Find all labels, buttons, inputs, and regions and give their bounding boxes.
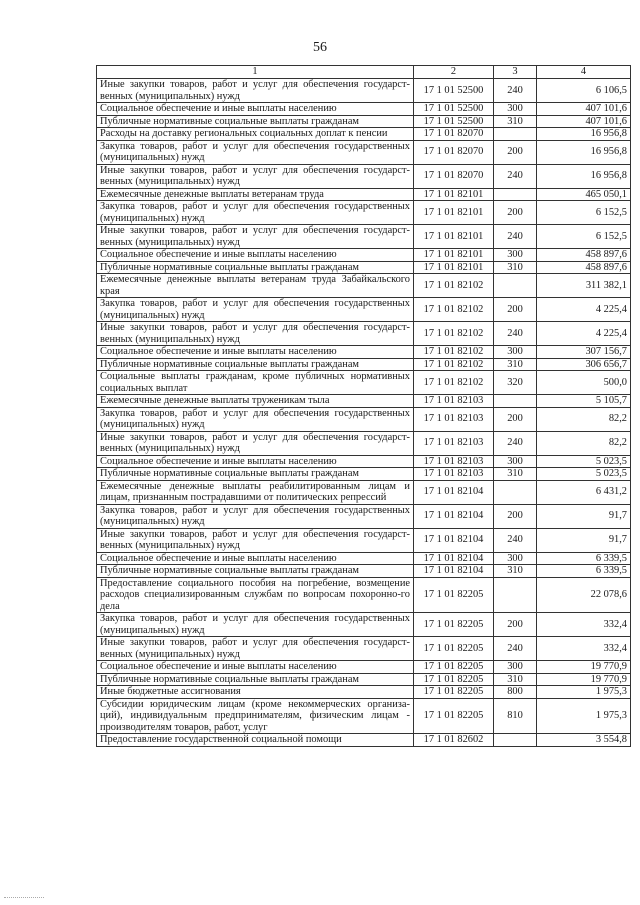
row-code: 17 1 01 82103	[414, 468, 494, 481]
row-name: Закупка товаров, работ и услуг для обеспечения государственных (муниципальных) нужд	[97, 298, 414, 322]
row-name: Ежемесячные денежные выплаты реабилитированным лицам и лицам, признанным пострадавшими от политических репрессий	[97, 480, 414, 504]
row-type: 300	[494, 455, 537, 468]
row-code: 17 1 01 82205	[414, 577, 494, 613]
row-name: Социальное обеспечение и иные выплаты населению	[97, 346, 414, 359]
row-type	[494, 395, 537, 408]
table-row	[97, 164, 631, 188]
row-name: Предоставление государственной социальной помощи	[97, 734, 414, 747]
row-name: Иные бюджетные ассигнования	[97, 686, 414, 699]
table-row	[97, 79, 631, 103]
page-number: 56	[313, 40, 327, 55]
row-code: 17 1 01 82104	[414, 480, 494, 504]
row-type: 200	[494, 613, 537, 637]
row-code: 17 1 01 82104	[414, 565, 494, 578]
row-code: 17 1 01 82101	[414, 201, 494, 225]
table-row	[97, 298, 631, 322]
row-name: Субсидии юридическим лицам (кроме некоммерческих организа-ций), индивидуальным предпринимателям, физическим лицам - производителям товаров, работ, услуг	[97, 698, 414, 734]
row-name: Иные закупки товаров, работ и услуг для обеспечения государст-венных (муниципальных) нужд	[97, 528, 414, 552]
row-name: Иные закупки товаров, работ и услуг для обеспечения государст-венных (муниципальных) нужд	[97, 225, 414, 249]
row-code: 17 1 01 82205	[414, 698, 494, 734]
row-name: Социальное обеспечение и иные выплаты населению	[97, 661, 414, 674]
table-row	[97, 480, 631, 504]
row-sum: 5 023,5	[537, 468, 631, 481]
row-code: 17 1 01 82070	[414, 140, 494, 164]
header-col-1: 1	[97, 66, 414, 79]
row-sum: 22 078,6	[537, 577, 631, 613]
row-name: Ежемесячные денежные выплаты ветеранам труда Забайкальского края	[97, 274, 414, 298]
row-name: Социальное обеспечение и иные выплаты населению	[97, 249, 414, 262]
row-name: Иные закупки товаров, работ и услуг для обеспечения государст-венных (муниципальных) нужд	[97, 79, 414, 103]
row-name: Закупка товаров, работ и услуг для обеспечения государственных (муниципальных) нужд	[97, 407, 414, 431]
row-type: 200	[494, 504, 537, 528]
row-sum: 5 105,7	[537, 395, 631, 408]
page-edge-mark	[4, 897, 44, 898]
row-name: Публичные нормативные социальные выплаты гражданам	[97, 468, 414, 481]
row-type	[494, 274, 537, 298]
row-sum: 311 382,1	[537, 274, 631, 298]
table-row	[97, 322, 631, 346]
table-row	[97, 613, 631, 637]
row-name: Закупка товаров, работ и услуг для обеспечения государственных (муниципальных) нужд	[97, 201, 414, 225]
row-code: 17 1 01 82101	[414, 188, 494, 201]
table-row	[97, 128, 631, 141]
row-code: 17 1 01 82205	[414, 613, 494, 637]
table-row	[97, 358, 631, 371]
table-row	[97, 468, 631, 481]
row-type: 310	[494, 673, 537, 686]
row-code: 17 1 01 82103	[414, 455, 494, 468]
row-code: 17 1 01 82602	[414, 734, 494, 747]
row-type	[494, 128, 537, 141]
table-row	[97, 528, 631, 552]
row-name: Социальное обеспечение и иные выплаты населению	[97, 103, 414, 116]
row-code: 17 1 01 82102	[414, 371, 494, 395]
row-type: 240	[494, 637, 537, 661]
row-name: Закупка товаров, работ и услуг для обеспечения государственных (муниципальных) нужд	[97, 140, 414, 164]
row-sum: 19 770,9	[537, 661, 631, 674]
table-row	[97, 637, 631, 661]
row-name: Расходы на доставку региональных социальных доплат к пенсии	[97, 128, 414, 141]
row-code: 17 1 01 82070	[414, 128, 494, 141]
row-code: 17 1 01 82104	[414, 528, 494, 552]
row-code: 17 1 01 82205	[414, 661, 494, 674]
row-type: 300	[494, 103, 537, 116]
row-name: Иные закупки товаров, работ и услуг для обеспечения государст-венных (муниципальных) нужд	[97, 164, 414, 188]
row-code: 17 1 01 52500	[414, 115, 494, 128]
table-row	[97, 371, 631, 395]
row-code: 17 1 01 82101	[414, 225, 494, 249]
row-sum: 4 225,4	[537, 322, 631, 346]
row-type: 310	[494, 358, 537, 371]
row-sum: 6 106,5	[537, 79, 631, 103]
row-name: Закупка товаров, работ и услуг для обеспечения государственных (муниципальных) нужд	[97, 613, 414, 637]
row-sum: 6 431,2	[537, 480, 631, 504]
row-name: Социальное обеспечение и иные выплаты населению	[97, 552, 414, 565]
row-sum: 91,7	[537, 528, 631, 552]
row-code: 17 1 01 52500	[414, 103, 494, 116]
row-name: Публичные нормативные социальные выплаты гражданам	[97, 565, 414, 578]
table-row	[97, 552, 631, 565]
row-sum: 1 975,3	[537, 686, 631, 699]
table-row	[97, 455, 631, 468]
row-name: Иные закупки товаров, работ и услуг для обеспечения государст-венных (муниципальных) нужд	[97, 431, 414, 455]
table-row	[97, 431, 631, 455]
row-type: 310	[494, 468, 537, 481]
row-name: Публичные нормативные социальные выплаты гражданам	[97, 673, 414, 686]
header-col-4: 4	[537, 66, 631, 79]
table-row	[97, 577, 631, 613]
row-type: 240	[494, 431, 537, 455]
table-header-row	[97, 66, 631, 79]
row-name: Иные закупки товаров, работ и услуг для обеспечения государст-венных (муниципальных) нужд	[97, 637, 414, 661]
table-row	[97, 673, 631, 686]
row-type	[494, 734, 537, 747]
row-sum: 19 770,9	[537, 673, 631, 686]
row-type: 300	[494, 552, 537, 565]
row-sum: 465 050,1	[537, 188, 631, 201]
row-sum: 3 554,8	[537, 734, 631, 747]
row-code: 17 1 01 82205	[414, 673, 494, 686]
table-row	[97, 346, 631, 359]
table-row	[97, 249, 631, 262]
row-type: 300	[494, 249, 537, 262]
row-sum: 407 101,6	[537, 115, 631, 128]
header-col-3: 3	[494, 66, 537, 79]
row-code: 17 1 01 82103	[414, 431, 494, 455]
row-name: Социальное обеспечение и иные выплаты населению	[97, 455, 414, 468]
row-type: 240	[494, 225, 537, 249]
row-type	[494, 480, 537, 504]
row-sum: 458 897,6	[537, 261, 631, 274]
row-type: 200	[494, 140, 537, 164]
row-type: 310	[494, 115, 537, 128]
row-sum: 6 339,5	[537, 552, 631, 565]
row-type: 200	[494, 298, 537, 322]
row-name: Социальные выплаты гражданам, кроме публичных нормативных социальных выплат	[97, 371, 414, 395]
row-code: 17 1 01 82205	[414, 686, 494, 699]
row-sum: 16 956,8	[537, 128, 631, 141]
row-type: 300	[494, 346, 537, 359]
row-sum: 500,0	[537, 371, 631, 395]
row-type: 200	[494, 201, 537, 225]
row-type: 810	[494, 698, 537, 734]
row-sum: 1 975,3	[537, 698, 631, 734]
table-row	[97, 686, 631, 699]
row-sum: 332,4	[537, 637, 631, 661]
row-sum: 306 656,7	[537, 358, 631, 371]
row-sum: 5 023,5	[537, 455, 631, 468]
row-type: 800	[494, 686, 537, 699]
row-code: 17 1 01 82104	[414, 504, 494, 528]
table-row	[97, 661, 631, 674]
row-code: 17 1 01 82104	[414, 552, 494, 565]
row-code: 17 1 01 82102	[414, 298, 494, 322]
row-name: Публичные нормативные социальные выплаты гражданам	[97, 115, 414, 128]
row-code: 17 1 01 82102	[414, 322, 494, 346]
row-sum: 6 339,5	[537, 565, 631, 578]
table-row	[97, 504, 631, 528]
table-row	[97, 115, 631, 128]
row-type: 300	[494, 661, 537, 674]
table-row	[97, 395, 631, 408]
table-row	[97, 261, 631, 274]
row-code: 17 1 01 82103	[414, 407, 494, 431]
row-sum: 407 101,6	[537, 103, 631, 116]
budget-table	[96, 65, 631, 747]
row-name: Предоставление социального пособия на погребение, возмещение расходов специализированным службам по вопросам похоронно-го дела	[97, 577, 414, 613]
row-code: 17 1 01 82103	[414, 395, 494, 408]
row-name: Ежемесячные денежные выплаты ветеранам труда	[97, 188, 414, 201]
row-sum: 16 956,8	[537, 140, 631, 164]
row-code: 17 1 01 82101	[414, 249, 494, 262]
row-code: 17 1 01 82101	[414, 261, 494, 274]
row-name: Ежемесячные денежные выплаты труженикам тыла	[97, 395, 414, 408]
row-sum: 332,4	[537, 613, 631, 637]
row-type: 240	[494, 528, 537, 552]
header-col-2: 2	[414, 66, 494, 79]
row-name: Иные закупки товаров, работ и услуг для обеспечения государст-венных (муниципальных) нужд	[97, 322, 414, 346]
table-row	[97, 225, 631, 249]
row-sum: 6 152,5	[537, 201, 631, 225]
row-type: 240	[494, 164, 537, 188]
row-sum: 6 152,5	[537, 225, 631, 249]
row-sum: 91,7	[537, 504, 631, 528]
row-sum: 82,2	[537, 407, 631, 431]
row-type	[494, 577, 537, 613]
row-code: 17 1 01 82102	[414, 346, 494, 359]
row-sum: 307 156,7	[537, 346, 631, 359]
row-type: 320	[494, 371, 537, 395]
row-code: 17 1 01 82102	[414, 274, 494, 298]
row-type: 240	[494, 79, 537, 103]
row-type: 240	[494, 322, 537, 346]
row-sum: 16 956,8	[537, 164, 631, 188]
row-type: 200	[494, 407, 537, 431]
row-sum: 4 225,4	[537, 298, 631, 322]
row-name: Публичные нормативные социальные выплаты гражданам	[97, 358, 414, 371]
row-type	[494, 188, 537, 201]
row-code: 17 1 01 82070	[414, 164, 494, 188]
table-row	[97, 565, 631, 578]
table-row	[97, 103, 631, 116]
row-code: 17 1 01 82102	[414, 358, 494, 371]
table-row	[97, 698, 631, 734]
row-sum: 458 897,6	[537, 249, 631, 262]
row-sum: 82,2	[537, 431, 631, 455]
row-code: 17 1 01 52500	[414, 79, 494, 103]
table-row	[97, 734, 631, 747]
table-row	[97, 140, 631, 164]
table-row	[97, 201, 631, 225]
table-row	[97, 274, 631, 298]
row-code: 17 1 01 82205	[414, 637, 494, 661]
row-name: Публичные нормативные социальные выплаты гражданам	[97, 261, 414, 274]
row-type: 310	[494, 261, 537, 274]
row-name: Закупка товаров, работ и услуг для обеспечения государственных (муниципальных) нужд	[97, 504, 414, 528]
table-row	[97, 188, 631, 201]
table-row	[97, 407, 631, 431]
row-type: 310	[494, 565, 537, 578]
